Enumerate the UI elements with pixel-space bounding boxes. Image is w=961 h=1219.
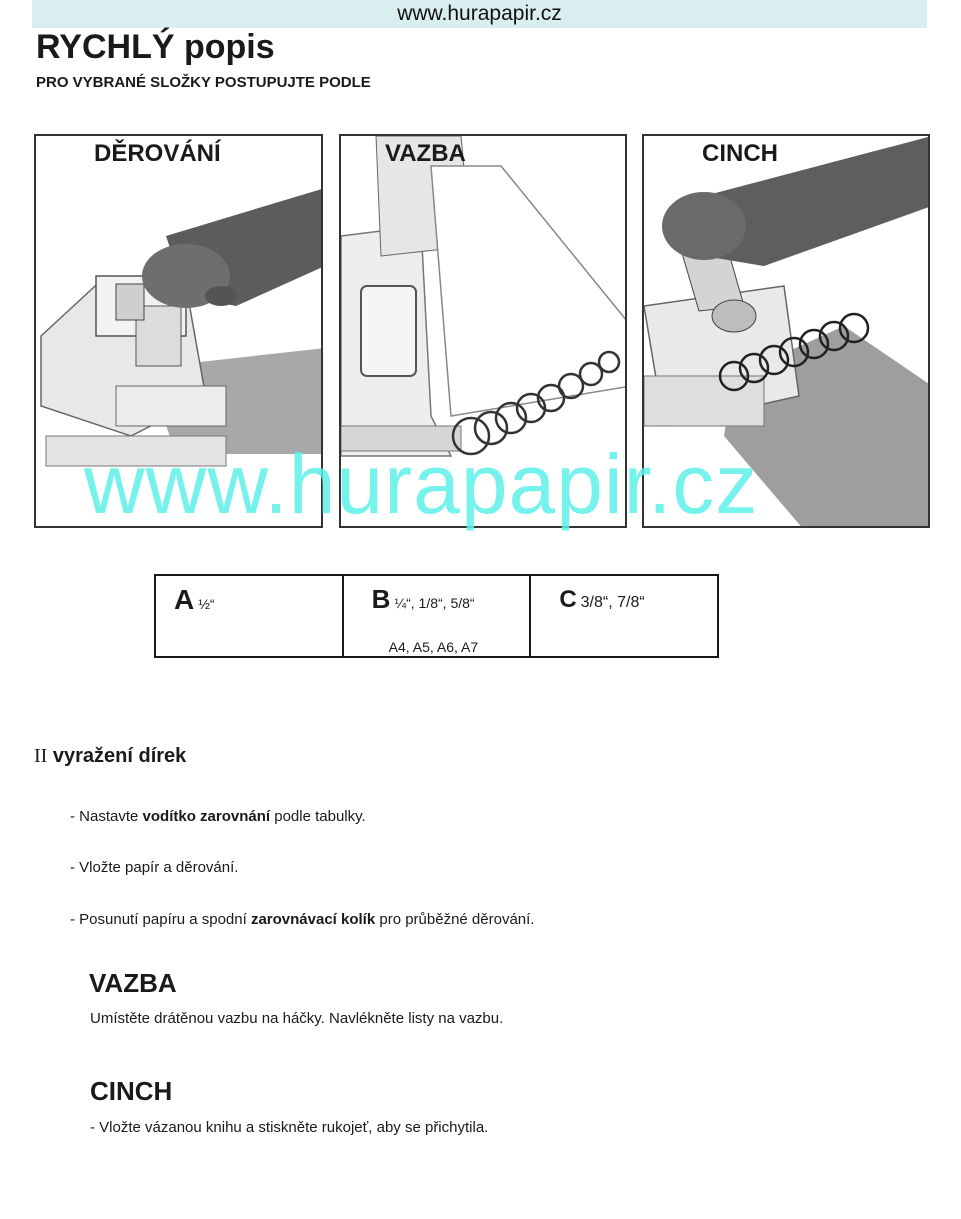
site-url[interactable]: www.hurapapir.cz <box>397 2 562 25</box>
vazba-text: Umístěte drátěnou vazbu na háčky. Navlékněte listy na vazbu. <box>90 1010 504 1027</box>
section-roman: II <box>34 745 48 767</box>
site-banner <box>32 0 927 28</box>
step-2-text: - Vložte papír a děrování. <box>70 859 239 876</box>
vazba-heading: VAZBA <box>89 968 177 998</box>
size-formats-b: A4, A5, A6, A7 <box>388 639 479 655</box>
size-letter-c: C <box>559 586 577 613</box>
cinch-heading: CINCH <box>90 1076 173 1106</box>
step-3-suffix: pro průběžné děrování. <box>375 911 535 928</box>
size-cell-a <box>155 575 343 657</box>
step-3-bold: zarovnávací kolík <box>250 911 376 928</box>
page-title: RYCHLÝ popis <box>36 28 275 66</box>
step-3-text: - Posunutí papíru a spodní <box>70 911 251 928</box>
panel-label-cinch: CINCH <box>702 140 778 167</box>
page-subtitle: PRO VYBRANÉ SLOŽKY POSTUPUJTE PODLE <box>36 74 371 91</box>
step-2 <box>70 859 238 876</box>
panel-label-derovani: DĚROVÁNÍ <box>94 140 221 167</box>
cinch-text: - Vložte vázanou knihu a stiskněte rukojeť, aby se přichytila. <box>90 1119 489 1136</box>
step-3 <box>70 911 534 928</box>
size-letter-b: B <box>371 584 391 614</box>
size-table <box>154 574 719 658</box>
panel-label-vazba: VAZBA <box>385 140 466 167</box>
step-1-text: - Nastavte <box>70 808 143 825</box>
size-letter-a: A <box>174 584 195 615</box>
watermark: www.hurapapir.cz <box>84 437 759 531</box>
size-cell-b <box>343 575 531 657</box>
step-1-bold: vodítko zarovnání <box>142 808 271 825</box>
size-cell-c <box>530 575 718 657</box>
section-heading <box>34 745 186 768</box>
size-values-b: ¼“, 1/8“, 5/8“ <box>394 595 475 611</box>
step-1 <box>70 808 366 825</box>
size-values-a: ½“ <box>198 596 215 612</box>
size-values-c: 3/8“, 7/8“ <box>580 594 645 611</box>
step-1-suffix: podle tabulky. <box>270 808 366 825</box>
section-title: vyražení dírek <box>52 745 187 767</box>
